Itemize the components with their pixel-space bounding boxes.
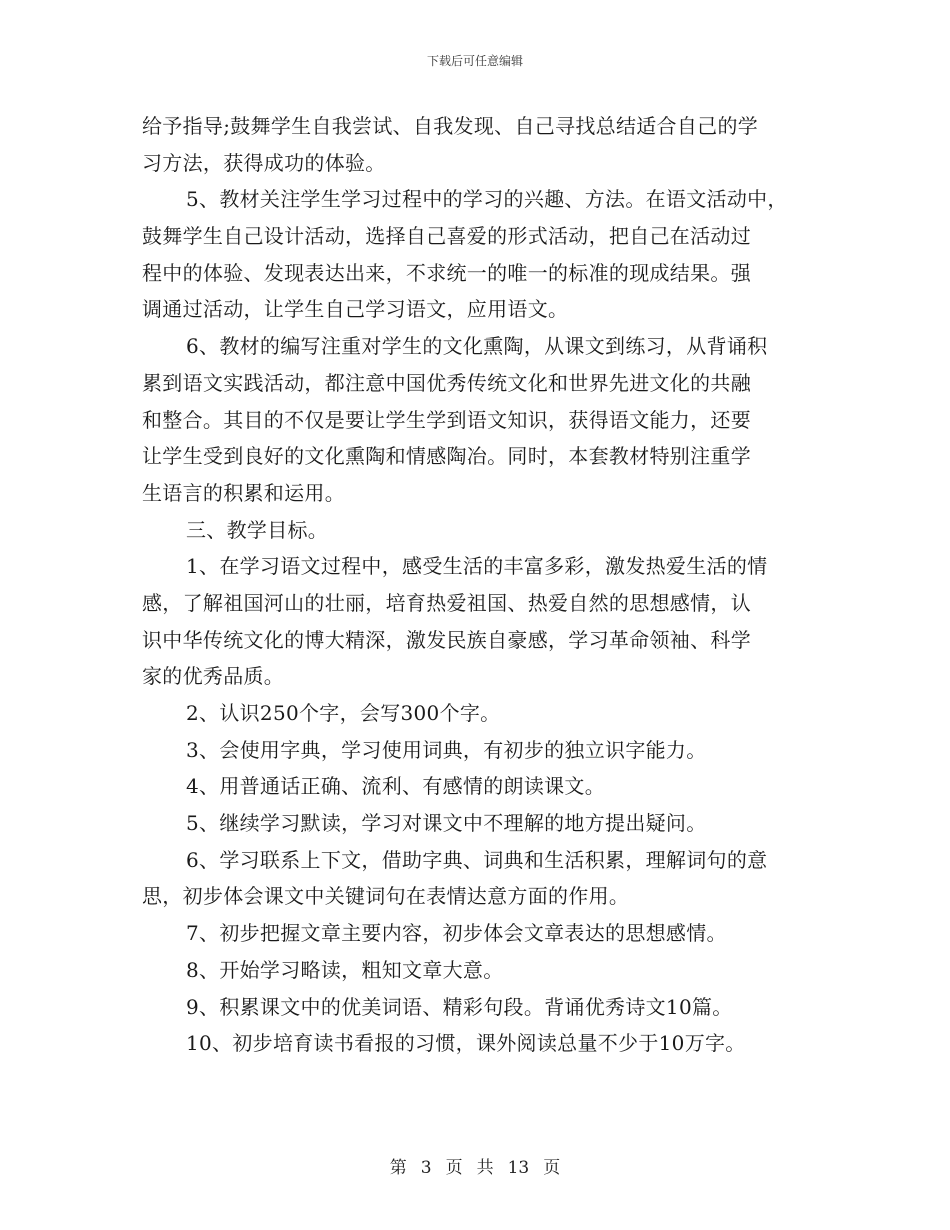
footer-suffix: 页 (543, 1158, 561, 1178)
text-line: 让学生受到良好的文化熏陶和情感陶冶。同时，本套教材特别注重学 (142, 444, 751, 469)
text-line: 三、教学目标。 (186, 517, 329, 542)
text-line: 9、积累课文中的优美词语、精彩句段。背诵优秀诗文10篇。 (186, 994, 733, 1019)
total-page-number: 13 (507, 1158, 530, 1178)
text-line: 识中华传统文化的博大精深，激发民族自豪感，学习革命领袖、科学 (142, 627, 751, 652)
text-line: 累到语文实践活动，都注意中国优秀传统文化和世界先进文化的共融 (142, 370, 751, 395)
text-line: 鼓舞学生自己设计活动，选择自己喜爱的形式活动，把自己在活动过 (142, 224, 751, 249)
footer-prefix: 第 (389, 1158, 407, 1178)
text-line: 给予指导;鼓舞学生自我尝试、自我发现、自己寻找总结适合自己的学 (142, 114, 759, 138)
text-line: 6、学习联系上下文，借助字典、词典和生活积累，理解词句的意 (186, 847, 768, 872)
text-line: 1、在学习语文过程中，感受生活的丰富多彩，激发热爱生活的情 (186, 554, 768, 579)
footer-total-label: 共 (476, 1158, 494, 1178)
text-line: 和整合。其目的不仅是要让学生学到语文知识，获得语文能力，还要 (142, 407, 751, 432)
text-line: 思，初步体会课文中关键词句在表情达意方面的作用。 (142, 884, 630, 909)
page-footer (0, 1153, 950, 1178)
text-line: 生语言的积累和运用。 (142, 480, 345, 505)
page-header: 下载后可任意编辑 (426, 54, 523, 68)
text-line: 习方法，获得成功的体验。 (142, 150, 386, 175)
document-body (142, 108, 822, 1062)
text-line: 3、会使用字典，学习使用词典，有初步的独立识字能力。 (186, 737, 707, 762)
text-line: 10、初步培育读书看报的习惯，课外阅读总量不少于10万字。 (186, 1031, 746, 1056)
text-line: 家的优秀品质。 (142, 664, 285, 689)
text-line: 感，了解祖国河山的壮丽，培育热爱祖国、热爱自然的思想感情，认 (142, 590, 751, 615)
text-line: 5、教材关注学生学习过程中的学习的兴趣、方法。在语文活动中， (186, 187, 788, 212)
text-line: 2、认识250个字，会写300个字。 (186, 701, 501, 725)
text-line: 调通过活动，让学生自己学习语文，应用语文。 (142, 297, 569, 322)
text-line: 4、用普通话正确、流利、有感情的朗读课文。 (186, 774, 606, 799)
text-line: 程中的体验、发现表达出来，不求统一的唯一的标准的现成结果。强 (142, 260, 751, 285)
current-page-number: 3 (420, 1158, 432, 1178)
text-line: 6、教材的编写注重对学生的文化熏陶，从课文到练习，从背诵积 (186, 334, 768, 359)
text-line: 7、初步把握文章主要内容，初步体会文章表达的思想感情。 (186, 921, 727, 946)
text-line: 5、继续学习默读，学习对课文中不理解的地方提出疑问。 (186, 811, 707, 836)
text-line: 8、开始学习略读，粗知文章大意。 (186, 957, 504, 982)
footer-page-label: 页 (445, 1158, 463, 1178)
